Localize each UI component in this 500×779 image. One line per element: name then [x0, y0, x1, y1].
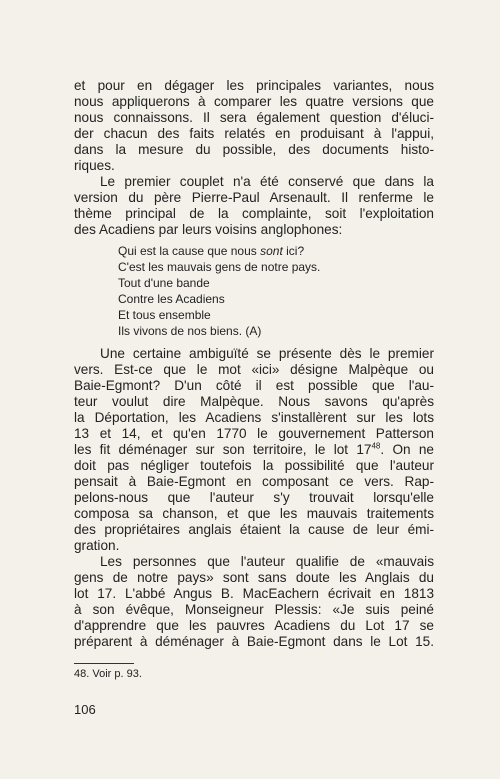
verse-line: Ils vivons de nos biens. (A)	[118, 324, 262, 338]
body-text-line: vers. Est-ce que le mot «ici» désigne Malpèque ou	[74, 362, 434, 377]
verse-line: C'est les mauvais gens de notre pays.	[118, 260, 321, 274]
body-text-line: Une certaine ambiguïté se présente dès le premier	[100, 346, 434, 361]
body-text-line: préparent à déménager à Baie-Egmont dans le Lot 15.	[74, 634, 434, 649]
verse-line: Tout d'une bande	[118, 276, 210, 290]
body-text-line: pensait à Baie-Egmont en composant ce vers. Rap-	[74, 474, 434, 489]
body-text-line: 13 et 14, et qu'en 1770 le gouvernement Patterson	[74, 426, 434, 441]
body-text-line: teur voulut dire Malpèque. Nous savons qu'après	[74, 394, 434, 409]
body-text-line: nous appliquerons à comparer les quatre versions que	[74, 94, 434, 109]
body-text-line: Les personnes que l'auteur qualifie de «mauvais	[100, 554, 434, 569]
footnote: 48. Voir p. 93.	[74, 668, 142, 680]
body-text-line: et pour en dégager les principales variantes, nous	[74, 78, 434, 93]
body-text-line: des propriétaires anglais étaient la cause de leur émi-	[74, 522, 434, 537]
body-text-line: composa sa chanson, et que les mauvais traitements	[74, 506, 434, 521]
verse-line: Et tous ensemble	[118, 308, 211, 322]
body-text-line: Baie-Egmont? D'un côté il est possible que l'au-	[74, 378, 434, 393]
body-text-line: doit pas négliger toutefois la possibilité que l'auteur	[74, 458, 434, 473]
body-text: . On ne	[380, 442, 434, 457]
body-text-line: d'apprendre que les pauvres Acadiens du Lot 17 se	[74, 618, 434, 633]
body-text-line: à son évêque, Monseigneur Plessis: «Je suis peiné	[74, 602, 434, 617]
body-text-line: des Acadiens par leurs voisins anglophones:	[74, 222, 343, 237]
verse-line: Contre les Acadiens	[118, 292, 225, 306]
footnote-reference[interactable]: 48	[371, 441, 381, 451]
body-text-line: riques.	[74, 158, 115, 173]
body-text-line: Le premier couplet n'a été conservé que dans la	[100, 174, 434, 189]
page-number: 106	[74, 702, 96, 717]
body-text-line: gens de notre pays» sont sans doute les Anglais du	[74, 570, 434, 585]
verse-text: Qui est la cause que nous	[118, 244, 261, 258]
body-text-line: pelons-nous que l'auteur s'y trouvait lorsqu'elle	[74, 490, 434, 505]
body-text-line: version du père Pierre-Paul Arsenault. Il renferme le	[74, 190, 434, 205]
body-text-line: dans la mesure du possible, des documents histo-	[74, 142, 434, 157]
body-text-line: thème principal de la complainte, soit l'exploitation	[74, 206, 434, 221]
body-text: les fit déménager sur son territoire, le lot 17	[74, 442, 372, 457]
body-text-line: nous connaissons. Il sera également question d'éluci-	[74, 110, 434, 125]
verse-line	[118, 244, 304, 258]
footnote-divider	[74, 663, 134, 664]
body-text-line: der chacun des faits relatés en produisant à l'appui,	[74, 126, 434, 141]
verse-text: ici?	[282, 244, 305, 258]
body-text-line: lot 17. L'abbé Angus B. MacEachern écrivait en 1813	[74, 586, 434, 601]
body-text-line: la Déportation, les Acadiens s'installèrent sur les lots	[74, 410, 434, 425]
body-text-line	[74, 442, 434, 458]
body-text-line: gration.	[74, 538, 120, 553]
verse-italic-word: sont	[260, 244, 283, 258]
